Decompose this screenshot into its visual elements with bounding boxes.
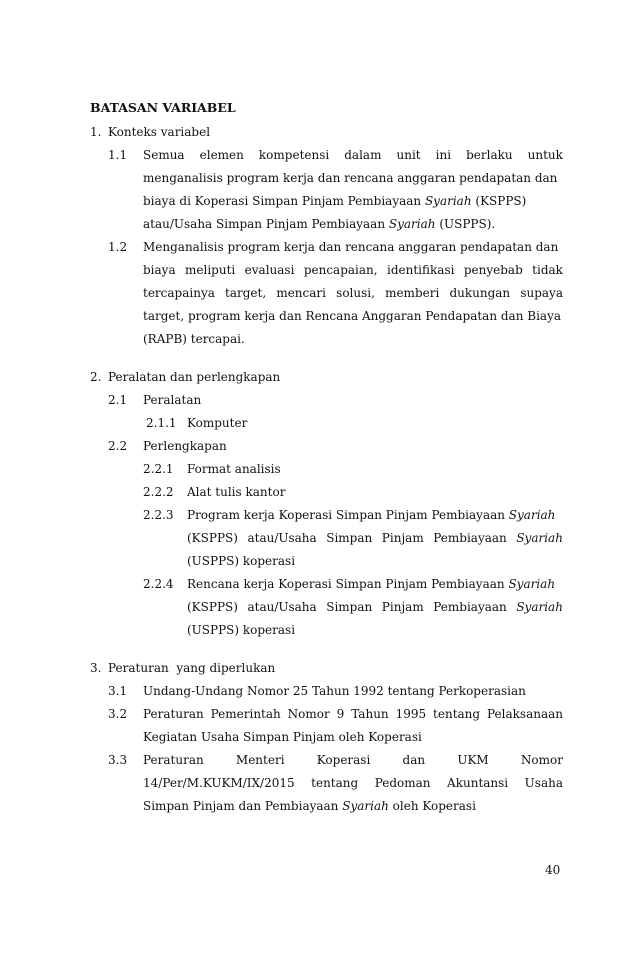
item-2-2-3-line-3: (USPPS) koperasi (187, 554, 296, 568)
word: penyebab (463, 263, 523, 277)
word: Tahun (351, 707, 389, 721)
item-1-1-line-4 (143, 216, 495, 232)
item-2-2-4-line-1 (187, 576, 555, 592)
item-1-2-number: 1.2 (108, 240, 128, 254)
item-3-3-number: 3.3 (108, 753, 128, 767)
word: Pinjam (381, 531, 424, 545)
item-2-1-1-text: Komputer (187, 416, 248, 430)
text: atau/Usaha Simpan Pinjam Pembiayaan (143, 217, 389, 231)
word: identifikasi (387, 263, 455, 277)
section-heading: BATASAN VARIABEL (90, 100, 236, 115)
item-2-2-2-text: Alat tulis kantor (187, 485, 286, 499)
item-2-2-1-text: Format analisis (187, 462, 281, 476)
italic-text: Syariah (508, 508, 556, 522)
word: tentang (311, 776, 359, 790)
word: supaya (520, 286, 563, 300)
word: Simpan (326, 600, 373, 614)
text: (KSPPS) (471, 194, 527, 208)
text: biaya di Koperasi Simpan Pinjam Pembiayaan (143, 194, 425, 208)
italic-text: Syariah (424, 194, 472, 208)
word: tentang (433, 707, 481, 721)
text: oleh Koperasi (388, 799, 476, 813)
item-2-2-2-number: 2.2.2 (143, 485, 174, 499)
page-number: 40 (545, 863, 561, 877)
word: tidak (532, 263, 563, 277)
word: atau/Usaha (247, 600, 317, 614)
word: ini (435, 148, 452, 162)
word: Akuntansi (447, 776, 509, 790)
item-1-2-line-5: (RAPB) tercapai. (143, 332, 245, 346)
item-3-3-line-2 (143, 775, 563, 791)
item-2-1-label: Peralatan (143, 393, 202, 407)
italic-word: Syariah (516, 600, 563, 614)
word: Pembiayaan (433, 531, 507, 545)
word: Pinjam (381, 600, 424, 614)
section-1-number: 1. (90, 125, 102, 139)
word: 9 (336, 707, 345, 721)
item-2-1-number: 2.1 (108, 393, 128, 407)
word: Pedoman (374, 776, 431, 790)
item-2-2-number: 2.2 (108, 439, 128, 453)
word: dan (402, 753, 426, 767)
item-2-2-3-number: 2.2.3 (143, 508, 174, 522)
word: solusi, (336, 286, 375, 300)
word: (KSPPS) (187, 600, 238, 614)
word: (KSPPS) (187, 531, 238, 545)
item-2-2-4-line-2 (187, 599, 563, 615)
word: Menteri (235, 753, 285, 767)
item-1-1-line-1 (143, 147, 563, 163)
text: Simpan Pinjam dan Pembiayaan (143, 799, 343, 813)
word: 14/Per/M.KUKM/IX/2015 (143, 776, 295, 790)
word: Pemerintah (210, 707, 281, 721)
item-1-1-line-2: menganalisis program kerja dan rencana anggaran pendapatan dan (143, 171, 558, 185)
word: meliputi (185, 263, 236, 277)
item-3-2-line-1 (143, 706, 563, 722)
item-3-1-number: 3.1 (108, 684, 128, 698)
word: atau/Usaha (247, 531, 317, 545)
text: Program kerja Koperasi Simpan Pinjam Pembiayaan (187, 508, 509, 522)
section-2-number: 2. (90, 370, 102, 384)
word: dalam (344, 148, 382, 162)
italic-text: Syariah (388, 217, 436, 231)
word: Koperasi (316, 753, 371, 767)
section-3-number: 3. (90, 661, 102, 675)
item-3-2-line-2: Kegiatan Usaha Simpan Pinjam oleh Koperasi (143, 730, 422, 744)
word: Semua (143, 148, 185, 162)
word: biaya (143, 263, 176, 277)
item-1-2-line-2 (143, 262, 563, 278)
item-1-1-line-3 (143, 193, 526, 209)
word: mencari (276, 286, 326, 300)
text: (USPPS). (435, 217, 496, 231)
word: Usaha (524, 776, 563, 790)
word: target, (225, 286, 267, 300)
item-1-2-line-3 (143, 285, 563, 301)
section-3-title: Peraturan yang diperlukan (108, 661, 276, 675)
word: Peraturan (143, 707, 204, 721)
word: Simpan (326, 531, 373, 545)
item-2-2-3-line-2 (187, 530, 563, 546)
italic-text: Syariah (508, 577, 556, 591)
item-2-2-3-line-1 (187, 507, 555, 523)
word: dukungan (449, 286, 511, 300)
item-1-1-number: 1.1 (108, 148, 128, 162)
italic-text: Syariah (342, 799, 389, 813)
word: elemen (199, 148, 244, 162)
word: kompetensi (258, 148, 330, 162)
word: berlaku (466, 148, 513, 162)
word: Peraturan (143, 753, 204, 767)
item-2-2-label: Perlengkapan (143, 439, 227, 453)
word: Nomor (520, 753, 563, 767)
word: UKM (457, 753, 489, 767)
item-1-2-line-1: Menganalisis program kerja dan rencana anggaran pendapatan dan (143, 240, 559, 254)
item-2-2-4-line-3: (USPPS) koperasi (187, 623, 296, 637)
item-2-2-4-number: 2.2.4 (143, 577, 174, 591)
italic-word: Syariah (516, 531, 563, 545)
text: Rencana kerja Koperasi Simpan Pinjam Pembiayaan (187, 577, 509, 591)
item-1-2-line-4: target, program kerja dan Rencana Anggaran Pendapatan dan Biaya (143, 309, 561, 323)
word: 1995 (395, 707, 427, 721)
word: Pelaksanaan (487, 707, 563, 721)
word: untuk (527, 148, 563, 162)
item-3-3-line-3 (143, 798, 476, 814)
item-3-1-text: Undang-Undang Nomor 25 Tahun 1992 tentang Perkoperasian (143, 684, 526, 698)
item-2-1-1-number: 2.1.1 (146, 416, 177, 430)
item-2-2-1-number: 2.2.1 (143, 462, 174, 476)
word: Nomor (287, 707, 330, 721)
word: memberi (385, 286, 440, 300)
item-3-3-line-1 (143, 752, 563, 768)
word: tercapainya (143, 286, 215, 300)
word: pencapaian, (303, 263, 378, 277)
word: Pembiayaan (433, 600, 507, 614)
section-1-title: Konteks variabel (108, 125, 211, 139)
word: unit (396, 148, 421, 162)
word: evaluasi (244, 263, 295, 277)
item-3-2-number: 3.2 (108, 707, 128, 721)
section-2-title: Peralatan dan perlengkapan (108, 370, 281, 384)
